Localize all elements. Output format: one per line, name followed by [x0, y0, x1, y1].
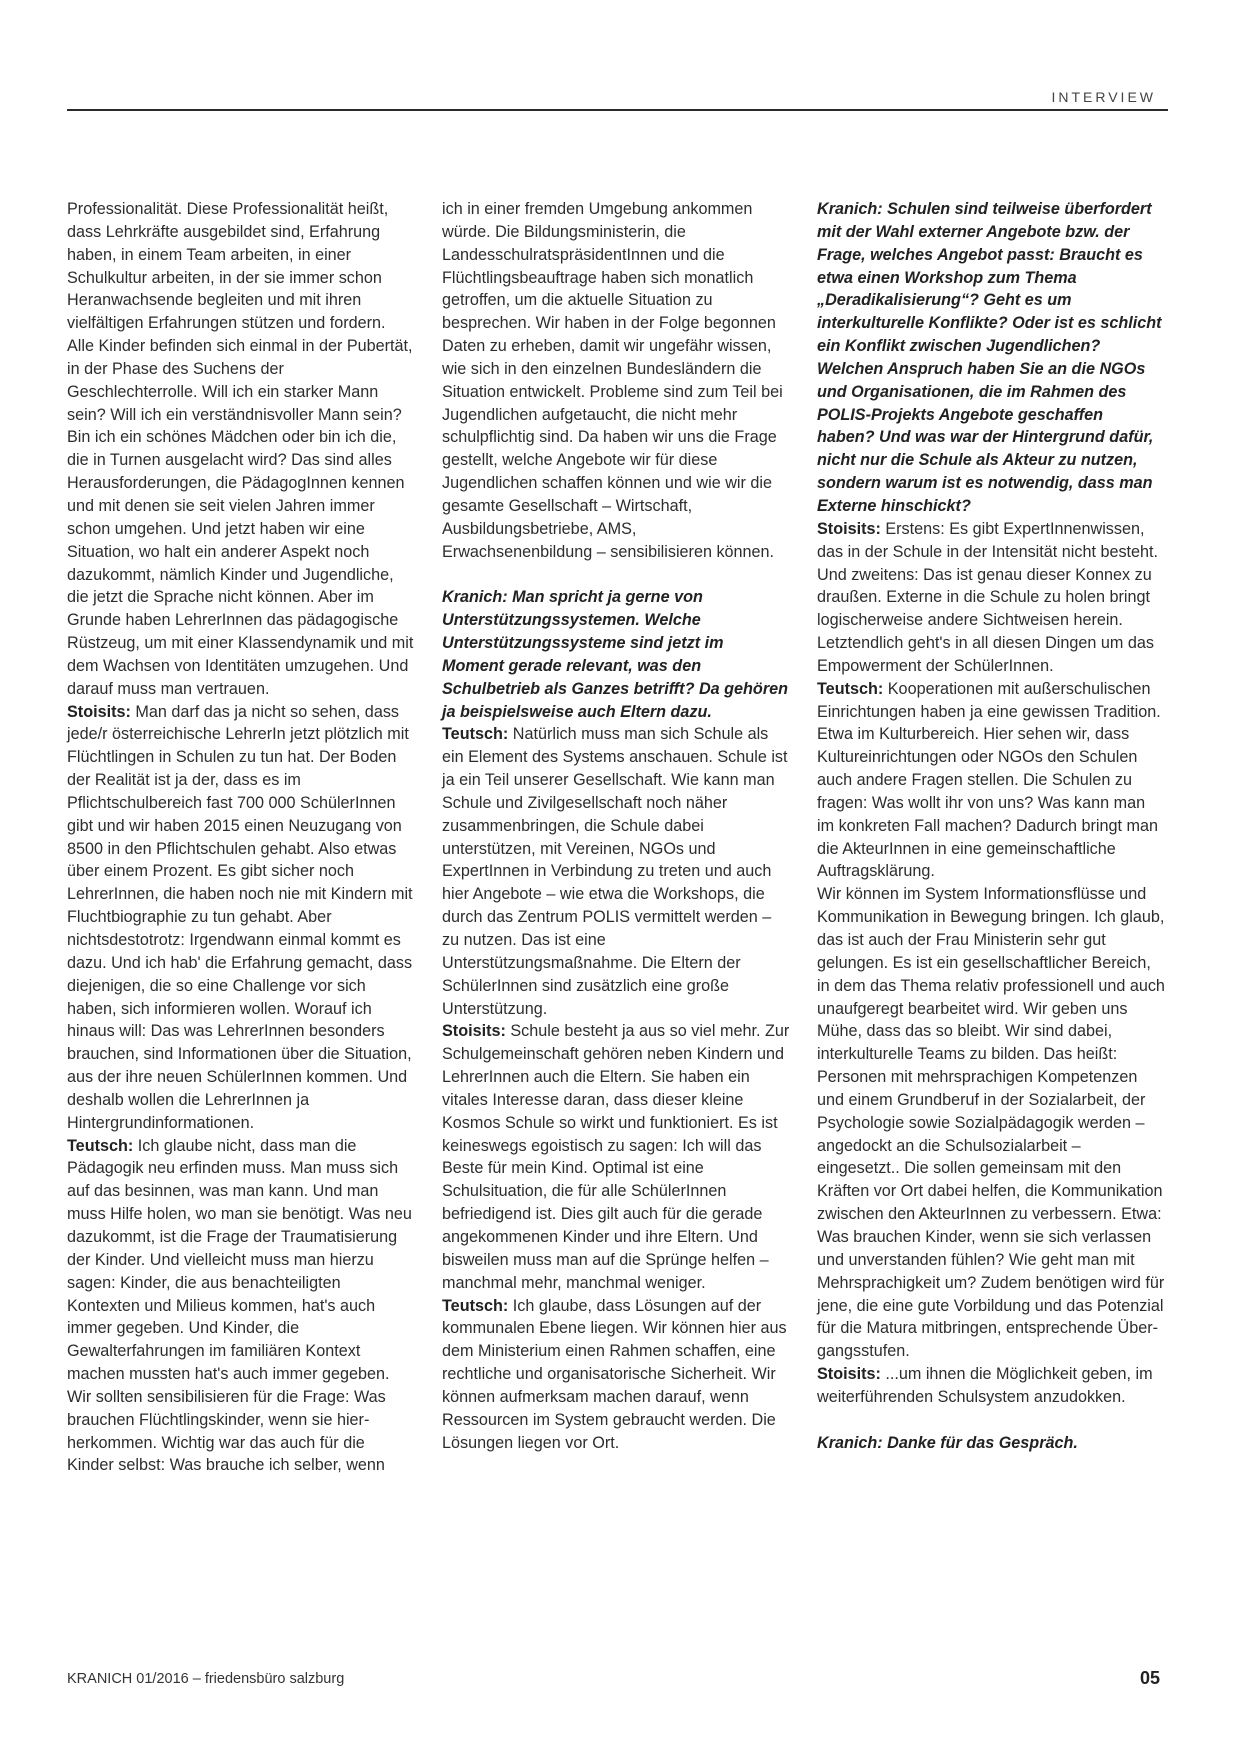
speaker-label: Teutsch:: [817, 679, 884, 698]
paragraph: Professionalität. Diese Professionalität heißt, dass Lehrkräfte ausgebildet sind, Erfahrung haben, in einem Team arbeiten, in einer Schulkultur arbeiten, in der sie immer schon Heranwachsende begleiten und mit ihren vielfältigen Erfahrungen stützen und fordern. Alle Kinder befinden sich einmal in der Pubertät, in der Phase des Suchens der Geschlechterrolle. Will ich ein starker Mann sein? Will ich ein verständnisvoller Mann sein? Bin ich ein schönes Mädchen oder bin ich die, die in Turnen ausgelacht wird? Das sind alles Herausforderungen, die PädagogInnen kennen und mit denen sie seit vielen Jahren immer schon umgehen. Und jetzt haben wir eine Situation, wo halt ein anderer Aspekt noch dazukommt, nämlich Kinder und Jugendliche, die jetzt die Sprache nicht können. Aber im Grunde haben LehrerInnen das pädagogische Rüstzeug, um mit einer Klassendynamik und mit dem Wachsen von Identitäten umzugehen. Und darauf muss man vertrauen.: [67, 200, 414, 698]
answer-text: Kooperationen mit außerschulischen Einrichtungen haben ja eine gewissen Tradition. Etwa im Kulturbereich. Hier sehen wir, dass Kultureinrichtungen oder NGOs den Schulen auch andere Fragen stellen. Die Schulen zu fragen: Was wollt ihr von uns? Was kann man im konkreten Fall machen? Dadurch bringt man die AkteurInnen in eine gemeinschaftliche Auftragsklärung.: [817, 679, 1161, 881]
page-number: 05: [1139, 1668, 1160, 1688]
article-column-right: [817, 198, 1165, 1454]
paragraph: [442, 723, 790, 1020]
paragraph: ich in einer fremden Umgebung ankommen würde. Die Bildungsministerin, die LandesschulratspräsidentInnen und die Flüchtlingsbeauftrage haben sich monatlich getroffen, um die aktuelle Situation zu besprechen. Wir haben in der Folge begonnen Daten zu erheben, damit wir ungefähr wissen, wie sich in den einzelnen Bundesländern die Situation entwickelt. Probleme sind zum Teil bei Jugendlichen aufgetaucht, die nicht mehr schulpflichtig sind. Da haben wir uns die Frage gestellt, welche Angebote wir für diese Jugendlichen schaffen können und wie wir die gesamte Gesellschaft – Wirtschaft, Ausbildungsbetriebe, AMS, Erwachsenenbildung – sensibilisieren können.: [442, 200, 783, 561]
interview-question: Kranich: Schulen sind teilweise überfordert mit der Wahl externer Angebote bzw. der Frage, welches Angebot passt: Braucht es etwa einen Workshop zum Thema „Deradikalisierung“? Geht es um interkulturelle Konflikte? Oder ist es schlicht ein Konflikt zwischen Jugendlichen? Welchen Anspruch haben Sie an die NGOs und Organisationen, die im Rahmen des POLIS-Projekts Angebote geschaffen haben? Und was war der Hintergrund dafür, nicht nur die Schule als Akteur zu nutzen, sondern warum ist es notwendig, dass man Externe hinschickt?: [817, 200, 1162, 515]
spacer: [442, 564, 790, 587]
speaker-label: Teutsch:: [67, 1136, 134, 1155]
answer-text: Ich glaube nicht, dass man die Pädagogik neu erfinden muss. Man muss sich auf das besinnen, was man kann. Und man muss Hilfe holen, wo man sie benötigt. Was neu dazukommt, ist die Frage der Traumatisierung der Kinder. Und vielleicht muss man hierzu sagen: Kinder, die aus benachteiligten Kontexten und Milieus kommen, hat's auch immer gegeben. Und Kinder, die Gewalterfahrungen im familiären Kontext machen mussten hat's auch immer gegeben.: [67, 1136, 412, 1384]
speaker-label: Teutsch:: [442, 1296, 509, 1315]
spacer: [817, 1409, 1165, 1432]
answer-text: Erstens: Es gibt ExpertInnenwissen, das in der Schule in der Intensität nicht besteht. Und zweitens: Das ist genau dieser Konnex zu draußen. Externe in die Schule zu holen bringt logischerweise andere Sichtweisen herein. Letztendlich geht's in all diesen Dingen um das Empowerment der SchülerInnen.: [817, 519, 1159, 675]
speaker-label: Stoisits:: [817, 519, 881, 538]
answer-text: Man darf das ja nicht so sehen, dass jede/r österreichische LehrerIn jetzt plötzlich mit Flüchtlingen in Schulen zu tun hat. Der Boden der Realität ist ja der, dass es im Pflichtschulbereich fast 700 000 SchülerInnen gibt und wir haben 2015 einen Neuzugang von 8500 in den Pflichtschulen gehabt. Also etwas über einem Prozent. Es gibt sicher noch LehrerInnen, die haben noch nie mit Kindern mit Fluchtbiographie zu tun gehabt. Aber nichtsdestotrotz: Irgendwann einmal kommt es dazu. Und ich hab' die Erfahrung gemacht, dass diejenigen, die so eine Challenge vor sich haben, sich informieren wollen. Worauf ich hinaus will: Das was LehrerInnen besonders brauchen, sind Informationen über die Situation, aus der ihre neuen SchülerInnen kommen. Und deshalb wollen die LehrerInnen ja Hintergrundinformationen.: [67, 702, 413, 1132]
answer-text: ...um ihnen die Möglichkeit geben, im weiterführenden Schulsystem anzudokken.: [817, 1365, 1153, 1406]
answer-text: Natürlich muss man sich Schule als ein Element des Systems anschauen. Schule ist ja ein Teil unserer Gesellschaft. Wie kann man Schule und Zivilgesellschaft noch näher zusammenbringen, die Schule dabei unterstützen, mit Vereinen, NGOs und ExpertInnen in Verbindung zu treten und auch hier Angebote – wie etwa die Workshops, die durch das Zentrum POLIS vermittelt werden – zu nutzen. Das ist eine Unterstützungsmaßnahme. Die Eltern der SchülerInnen sind zusätzlich eine große Unterstützung.: [442, 725, 788, 1018]
speaker-label: Stoisits:: [817, 1365, 881, 1384]
answer-text: Schule besteht ja aus so viel mehr. Zur Schulgemeinschaft gehören neben Kindern und LehrerInnen auch die Eltern. Sie haben ein vitales Interesse daran, dass dieser kleine Kosmos Schule so wirkt und funktioniert. Es ist keineswegs egoistisch zu sagen: Ich will das Beste für mein Kind. Optimal ist eine Schulsituation, die für alle SchülerInnen befriedigend ist. Dies gilt auch für die gerade angekommenen Kinder und ihre Eltern. Und bisweilen muss man auf die Sprünge helfen –manchmal mehr, manchmal weniger.: [442, 1022, 790, 1292]
interview-question: Kranich: Man spricht ja gerne von Unterstützungssystemen. Welche Unterstützungssysteme sind jetzt im Moment gerade relevant, was den Schulbetrieb als Ganzes betrifft? Da gehören ja beispielsweise auch Eltern dazu.: [442, 588, 789, 721]
paragraph: [442, 1020, 790, 1294]
paragraph: [817, 1363, 1165, 1409]
header-divider: [67, 109, 1168, 111]
speaker-label: Teutsch:: [442, 725, 509, 744]
answer-text: Ich glaube, dass Lösungen auf der kommunalen Ebene liegen. Wir können hier aus dem Ministerium einen Rahmen schaffen, eine rechtliche und organisatorische Sicherheit. Wir können aufmerksam machen darauf, wenn Ressourcen im System gebraucht werden. Die Lösungen liegen vor Ort.: [442, 1296, 787, 1452]
speaker-label: Stoisits:: [442, 1022, 506, 1041]
paragraph: [67, 701, 415, 1135]
paragraph: [817, 518, 1165, 678]
publication-footer: KRANICH 01/2016 – friedensbüro salzburg: [67, 1671, 345, 1687]
interview-closing: Kranich: Danke für das Gespräch.: [817, 1433, 1078, 1452]
paragraph: [817, 678, 1165, 884]
paragraph: Wir sollten sensibilisieren für die Frage: Was brauchen Flüchtlingskinder, wenn sie hierherkommen. Wichtig war das auch für die Kinder selbst: Was brauche ich selber, wenn: [67, 1387, 386, 1475]
paragraph: Wir können im System Informationsflüsse und Kommunikation in Bewegung bringen. Ich glaub, das ist auch der Frau Ministerin sehr gut gelungen. Es ist ein gesellschaftlicher Bereich, in dem das Thema relativ professionell und auch unaufgeregt bearbeitet wird. Wir geben uns Mühe, dass das so bleibt. Wir sind dabei, interkulturelle Teams zu bilden. Das heißt: Personen mit mehrsprachigen Kompetenzen und einem Grundberuf in der Sozialarbeit, der Psychologie sowie Sozialpädagogik werden – angedockt an die Schulsozialarbeit – eingesetzt.. Die sollen gemeinsam mit den Kräften vor Ort dabei helfen, die Kommunikation zwischen den AkteurInnen zu verbessern. Etwa: Was brauchen Kinder, wenn sie sich verlassen und unverstanden fühlen? Wie geht man mit Mehrsprachigkeit um? Zudem benötigen wird für jene, die eine gute Vorbildung und das Potenzial für die Matura mitbringen, entsprechende Übergangsstufen.: [817, 885, 1165, 1361]
paragraph: [442, 1295, 790, 1455]
section-label: INTERVIEW: [1051, 89, 1156, 105]
article-column-left: [67, 198, 415, 1477]
paragraph: [67, 1135, 415, 1386]
speaker-label: Stoisits:: [67, 702, 131, 721]
article-column-middle: [442, 198, 790, 1454]
